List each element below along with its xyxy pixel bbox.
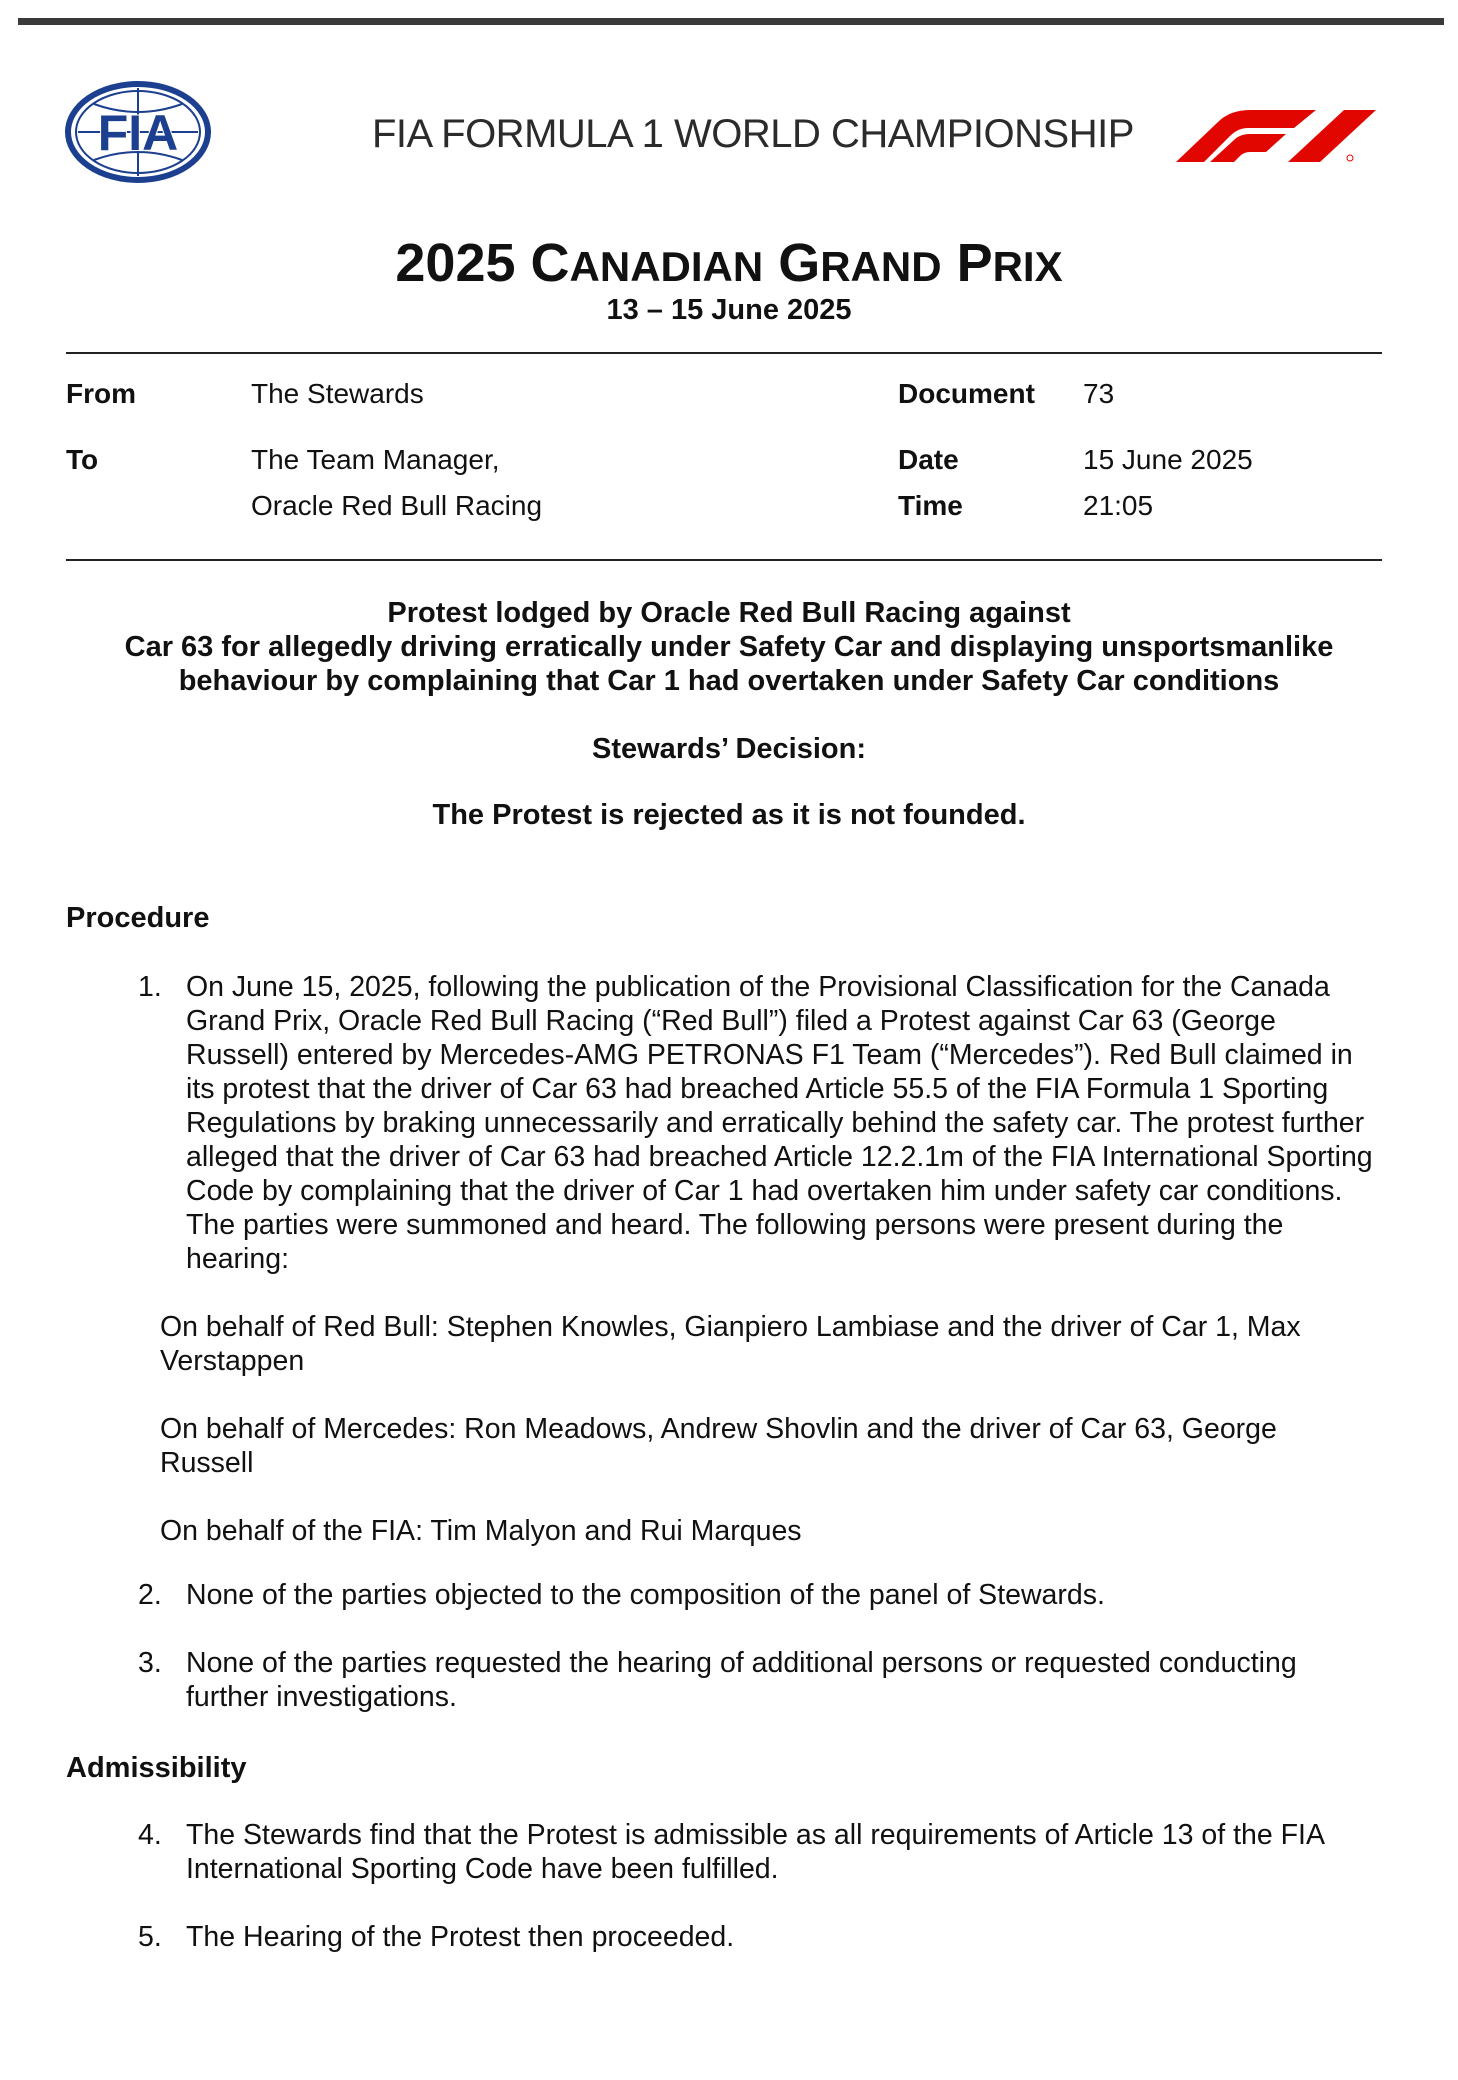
to-value-line1: The Team Manager, <box>251 444 500 475</box>
subject-line3: behaviour by complaining that Car 1 had overtaken under Safety Car conditions <box>178 665 1280 697</box>
item-number: 3. <box>138 1647 162 1679</box>
time-value: 21:05 <box>1083 490 1154 521</box>
date-value: 15 June 2025 <box>1083 444 1253 475</box>
event-name-word3-cap: P <box>956 233 993 293</box>
admissibility-heading: Admissibility <box>66 1752 247 1784</box>
present-redbull: On behalf of Red Bull: Stephen Knowles, Gianpiero Lambiase and the driver of Car 1, Max Verstappen <box>160 1311 1301 1377</box>
event-name-word2-rest: RAND <box>820 243 942 290</box>
event-name-word1-cap: C <box>530 233 570 293</box>
to-value-line2: Oracle Red Bull Racing <box>251 490 543 521</box>
item-number: 5. <box>138 1921 162 1953</box>
event-name-word3-rest: RIX <box>992 243 1063 290</box>
divider-top <box>66 352 1382 354</box>
document-label: Document <box>898 378 1035 409</box>
procedure-heading: Procedure <box>66 902 210 934</box>
date-label: Date <box>898 444 959 475</box>
present-fia: On behalf of the FIA: Tim Malyon and Rui Marques <box>160 1515 802 1547</box>
fia-logo <box>64 80 212 184</box>
event-name-word2-cap: G <box>778 233 821 293</box>
event-year: 2025 <box>395 233 516 293</box>
decision-label: Stewards’ Decision: <box>592 733 866 765</box>
to-label: To <box>66 444 99 475</box>
top-rule <box>18 18 1444 25</box>
present-mercedes: On behalf of Mercedes: Ron Meadows, Andrew Shovlin and the driver of Car 63, George Russell <box>160 1413 1277 1479</box>
item-number: 2. <box>138 1579 162 1611</box>
from-label: From <box>66 378 136 409</box>
item-text: The Hearing of the Protest then proceeded. <box>186 1921 735 1953</box>
item-number: 4. <box>138 1819 162 1851</box>
subject <box>0 596 1458 698</box>
document-value: 73 <box>1083 378 1115 409</box>
event-dates: 13 – 15 June 2025 <box>606 294 852 326</box>
subject-line2: Car 63 for allegedly driving erratically under Safety Car and displaying unsportsmanlike <box>124 631 1334 663</box>
championship-title: FIA FORMULA 1 WORLD CHAMPIONSHIP <box>372 112 1134 156</box>
time-label: Time <box>898 490 963 521</box>
item-text: On June 15, 2025, following the publication of the Provisional Classification for the Canada Grand Prix, Oracle Red Bull Racing (“Red Bull”) filed a Protest against Car 63 (George Russell) entered by Mercedes-AMG PETRONAS F1 Team (“Mercedes”). Red Bull claimed in its protest that the driver of Car 63 had breached Article 55.5 of the FIA Formula 1 Sporting Regulations by braking unnecessarily and erratically behind the safety car. The protest further alleged that the driver of Car 63 had breached Article 12.2.1m of the FIA International Sporting Code by complaining that the driver of Car 1 had overtaken him under safety car conditions. The parties were summoned and heard. The following persons were present during the hearing: <box>186 971 1373 1275</box>
item-number: 1. <box>138 971 162 1003</box>
f1-logo-icon <box>1166 104 1380 164</box>
event-title <box>0 232 1458 294</box>
item-text: None of the parties objected to the composition of the panel of Stewards. <box>186 1579 1105 1611</box>
item-text: None of the parties requested the hearing of additional persons or requested conducting further investigations. <box>186 1647 1297 1713</box>
fia-logo-text: FIA <box>97 105 179 161</box>
item-text: The Stewards find that the Protest is admissible as all requirements of Article 13 of the FIA International Sporting Code have been fulfilled. <box>186 1819 1324 1885</box>
divider-bottom <box>66 559 1382 561</box>
event-name-word1-rest: ANADIAN <box>569 243 764 290</box>
from-value: The Stewards <box>251 378 424 409</box>
subject-line1: Protest lodged by Oracle Red Bull Racing against <box>387 597 1071 629</box>
decision-text: The Protest is rejected as it is not founded. <box>432 799 1026 831</box>
